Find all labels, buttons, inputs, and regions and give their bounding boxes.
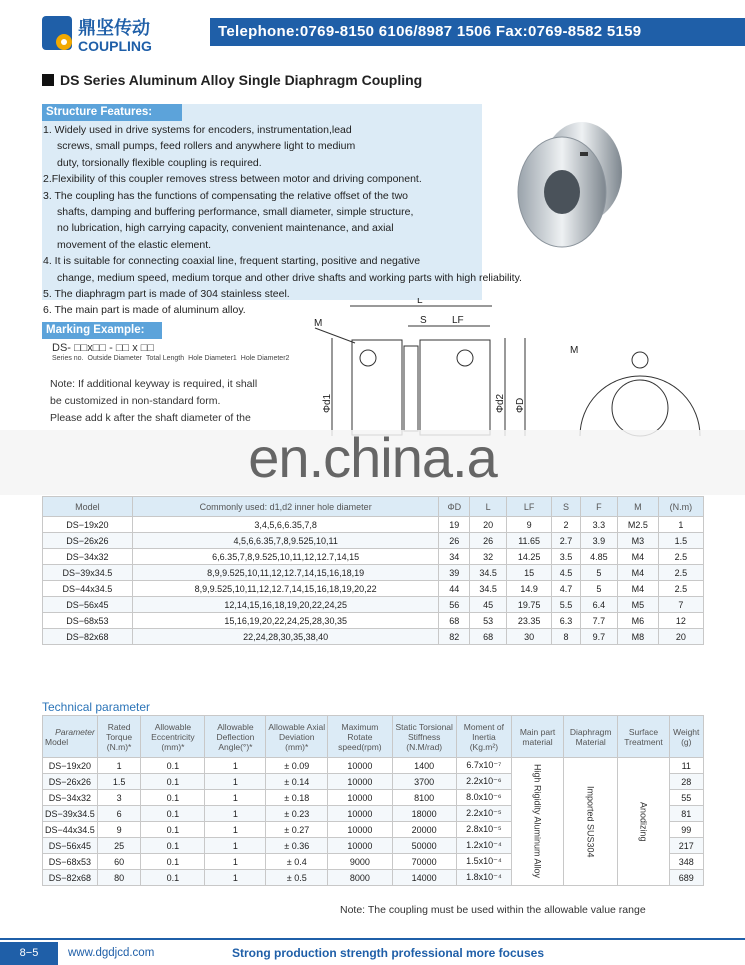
table-header-cell: S: [552, 497, 581, 517]
table-cell: DS−26x26: [43, 533, 133, 549]
table-cell: 6.4: [580, 597, 617, 613]
merged-cell-material: [512, 758, 564, 886]
table-cell: 1: [205, 790, 266, 806]
tech-header-cell: Surface Treatment: [618, 716, 669, 758]
table-cell: M4: [617, 581, 658, 597]
table-row: [43, 629, 704, 645]
table-cell: ± 0.09: [266, 758, 328, 774]
footer-slogan: Strong production strength professional more focuses: [232, 946, 545, 960]
table-header-cell: Model: [43, 497, 133, 517]
website-link[interactable]: www.dgdjcd.com: [68, 947, 155, 959]
table-cell: 0.1: [141, 790, 205, 806]
table-cell: M5: [617, 597, 658, 613]
table-cell: 3,4,5,6,6.35,7,8: [132, 517, 439, 533]
table-cell: M3: [617, 533, 658, 549]
table-cell: 3.5: [552, 549, 581, 565]
page-number: 8−5: [0, 942, 58, 965]
corner-top: Parameter: [55, 726, 95, 737]
note-line: Note: If additional keyway is required, it shall: [50, 378, 258, 390]
page-title: [42, 72, 422, 88]
table-cell: 1: [205, 822, 266, 838]
dim-S-label: S: [420, 315, 427, 326]
dimension-table: [42, 496, 704, 645]
tech-header-cell: Allowable Deflection Angle(°)*: [205, 716, 266, 758]
feature-line-cont: shafts, damping and buffering performance, small diameter, simple structure,: [57, 206, 414, 219]
table-cell: 10000: [328, 822, 393, 838]
note-line: Please add k after the shaft diameter of the: [50, 412, 251, 424]
table-cell: ± 0.4: [266, 854, 328, 870]
table-cell: 15,16,19,20,22,24,25,28,30,35: [132, 613, 439, 629]
table-cell: 9000: [328, 854, 393, 870]
table-cell: DS−56x45: [43, 838, 98, 854]
table-cell: 1: [205, 806, 266, 822]
footer-rule: [0, 938, 745, 940]
table-cell: ± 0.23: [266, 806, 328, 822]
table-cell: 3: [97, 790, 141, 806]
table-cell: M4: [617, 549, 658, 565]
diaphragm-text: Imported SUS304: [585, 785, 596, 858]
table-cell: 4.5: [552, 565, 581, 581]
table-cell: 9: [507, 517, 552, 533]
table-cell: 0.1: [141, 854, 205, 870]
feature-line: 1. Widely used in drive systems for encoders, instrumentation,lead: [43, 124, 352, 136]
table-cell: ± 0.5: [266, 870, 328, 886]
table-cell: 68: [470, 629, 507, 645]
tech-header-cell: Allowable Eccentricity (mm)*: [141, 716, 205, 758]
marking-sublabel: Hole Diameter2: [240, 355, 290, 362]
logo-en: COUPLING: [78, 38, 152, 54]
table-cell: 6.3: [552, 613, 581, 629]
table-cell: 0.1: [141, 870, 205, 886]
table-cell: 25: [97, 838, 141, 854]
table-cell: 2.5: [658, 565, 703, 581]
marking-sublabel: Outside Diameter: [87, 355, 142, 362]
table-cell: M2.5: [617, 517, 658, 533]
table-cell: 6: [97, 806, 141, 822]
material-text: High Rigidity Aluminum Alloy: [532, 764, 543, 879]
table-cell: 1: [205, 758, 266, 774]
dimension-drawing: [300, 298, 720, 438]
table-cell: 10000: [328, 774, 393, 790]
dim-M-label: M: [314, 318, 323, 329]
table-cell: DS−19x20: [43, 517, 133, 533]
marking-sublabel: Total Length: [146, 355, 185, 362]
table-cell: 12: [658, 613, 703, 629]
table-cell: 19.75: [507, 597, 552, 613]
table-cell: 0.1: [141, 838, 205, 854]
table-cell: M4: [617, 565, 658, 581]
table-cell: 22,24,28,30,35,38,40: [132, 629, 439, 645]
marking-section: [42, 322, 162, 339]
merged-cell-surface: [618, 758, 669, 886]
table-cell: 0.1: [141, 822, 205, 838]
table-row: [43, 533, 704, 549]
table-cell: 1: [97, 758, 141, 774]
table-cell: 2.7: [552, 533, 581, 549]
table-cell: DS−44x34.5: [43, 822, 98, 838]
table-cell: 4.7: [552, 581, 581, 597]
table-cell: DS−39x34.5: [43, 806, 98, 822]
table-cell: DS−68x53: [43, 854, 98, 870]
table-cell: 3.9: [580, 533, 617, 549]
table-cell: 8,9,9.525,10,11,12,12.7,14,15,16,18,19: [132, 565, 439, 581]
table-cell: 3.3: [580, 517, 617, 533]
marking-note: [50, 376, 300, 427]
table-cell: 1.8x10⁻⁴: [456, 870, 512, 886]
dim-L-label: L: [417, 298, 423, 306]
table-cell: 6,6.35,7,8,9.525,10,11,12,12.7,14,15: [132, 549, 439, 565]
table-row: [43, 581, 704, 597]
table-cell: 20: [470, 517, 507, 533]
table-cell: 56: [439, 597, 470, 613]
table-cell: 1: [658, 517, 703, 533]
table-cell: 1.5: [97, 774, 141, 790]
table-cell: 8,9,9.525,10,11,12,12.7,14,15,16,18,19,20,22: [132, 581, 439, 597]
table-row: [43, 597, 704, 613]
feature-line-cont: movement of the elastic element.: [57, 238, 212, 251]
table-cell: 8000: [328, 870, 393, 886]
weight-cell: 81: [669, 806, 703, 822]
table-cell: 20000: [392, 822, 456, 838]
table-cell: DS−39x34.5: [43, 565, 133, 581]
table-cell: 10000: [328, 790, 393, 806]
table-cell: 10000: [328, 806, 393, 822]
table-cell: 50000: [392, 838, 456, 854]
table-cell: 9: [97, 822, 141, 838]
table-cell: 34.5: [470, 581, 507, 597]
table-cell: 0.1: [141, 774, 205, 790]
table-header-cell: ΦD: [439, 497, 470, 517]
table-cell: 8100: [392, 790, 456, 806]
marking-sublabel: Hole Diameter1: [188, 355, 237, 362]
table-cell: 1.5x10⁻⁴: [456, 854, 512, 870]
table-cell: 15: [507, 565, 552, 581]
table-row: [43, 549, 704, 565]
table-row: [43, 613, 704, 629]
table-cell: M8: [617, 629, 658, 645]
marking-code-row: [52, 342, 293, 362]
weight-cell: 217: [669, 838, 703, 854]
weight-cell: 348: [669, 854, 703, 870]
table-cell: 34.5: [470, 565, 507, 581]
table-cell: 1: [205, 774, 266, 790]
tech-header-cell: Weight (g): [669, 716, 703, 758]
table-cell: 0.1: [141, 758, 205, 774]
footnote: Note: The coupling must be used within the allowable value range: [340, 904, 646, 916]
table-cell: 1.2x10⁻⁴: [456, 838, 512, 854]
table-cell: 11.65: [507, 533, 552, 549]
table-cell: 14000: [392, 870, 456, 886]
table-cell: 2.2x10⁻⁵: [456, 806, 512, 822]
table-cell: 18000: [392, 806, 456, 822]
table-cell: 5.5: [552, 597, 581, 613]
feature-line-cont: duty, torsionally flexible coupling is required.: [57, 156, 262, 169]
table-cell: 14.25: [507, 549, 552, 565]
tech-param-table-header: [43, 716, 704, 758]
title-square-icon: [42, 74, 54, 86]
dim-D-label: ΦD: [515, 397, 526, 413]
table-row: [43, 517, 704, 533]
table-cell: 19: [439, 517, 470, 533]
coupling-photo: [510, 112, 625, 257]
company-logo: [42, 14, 202, 54]
tech-header-cell: Allowable Axial Deviation (mm)*: [266, 716, 328, 758]
merged-cell-diaphragm: [563, 758, 618, 886]
table-cell: 2: [552, 517, 581, 533]
table-cell: 30: [507, 629, 552, 645]
table-cell: 1: [205, 854, 266, 870]
table-cell: 1400: [392, 758, 456, 774]
table-cell: 70000: [392, 854, 456, 870]
structure-heading: Structure Features:: [42, 104, 182, 121]
table-cell: 5: [580, 581, 617, 597]
table-cell: 5: [580, 565, 617, 581]
tech-header-cell: Moment of Inertia (Kg.m²): [456, 716, 512, 758]
corner-bottom: Model: [45, 736, 69, 747]
table-header-cell: M: [617, 497, 658, 517]
table-row: [43, 758, 704, 774]
weight-cell: 55: [669, 790, 703, 806]
table-cell: DS−82x68: [43, 629, 133, 645]
tech-param-table: [42, 715, 704, 886]
page-title-text: DS Series Aluminum Alloy Single Diaphragm Coupling: [60, 72, 423, 88]
table-cell: 60: [97, 854, 141, 870]
table-header-cell: L: [470, 497, 507, 517]
feature-line-cont: no lubrication, high carrying capacity, convenient maintenance, and axial: [57, 222, 394, 235]
table-cell: 2.8x10⁻⁵: [456, 822, 512, 838]
table-header-cell: Commonly used: d1,d2 inner hole diameter: [132, 497, 439, 517]
table-cell: DS−34x32: [43, 549, 133, 565]
table-cell: 7.7: [580, 613, 617, 629]
table-cell: 7: [658, 597, 703, 613]
feature-line: 2.Flexibility of this coupler removes stress between motor and driving component.: [43, 173, 422, 186]
table-cell: DS−68x53: [43, 613, 133, 629]
table-cell: 1: [205, 838, 266, 854]
table-cell: 82: [439, 629, 470, 645]
table-cell: 20: [658, 629, 703, 645]
table-cell: 10000: [328, 758, 393, 774]
table-cell: 6.7x10⁻⁷: [456, 758, 512, 774]
table-cell: 4.85: [580, 549, 617, 565]
table-cell: DS−26x26: [43, 774, 98, 790]
table-row: [43, 565, 704, 581]
feature-line-cont: change, medium speed, medium torque and other drive shafts and working parts with high reliability.: [57, 271, 522, 284]
weight-cell: 689: [669, 870, 703, 886]
table-cell: ± 0.14: [266, 774, 328, 790]
table-cell: DS−56x45: [43, 597, 133, 613]
table-cell: ± 0.36: [266, 838, 328, 854]
feature-line: 5. The diaphragm part is made of 304 stainless steel.: [43, 288, 290, 301]
table-cell: 26: [439, 533, 470, 549]
table-cell: 23.35: [507, 613, 552, 629]
table-cell: M6: [617, 613, 658, 629]
watermark-text: en.china.a: [248, 426, 497, 489]
table-cell: 12,14,15,16,18,19,20,22,24,25: [132, 597, 439, 613]
table-cell: 10000: [328, 838, 393, 854]
table-cell: 80: [97, 870, 141, 886]
weight-cell: 28: [669, 774, 703, 790]
feature-line: 3. The coupling has the functions of compensating the relative offset of the two: [43, 189, 409, 202]
table-cell: ± 0.18: [266, 790, 328, 806]
dim-d2-label: Φd2: [495, 393, 506, 413]
table-cell: 3700: [392, 774, 456, 790]
table-cell: 2.5: [658, 581, 703, 597]
table-cell: 34: [439, 549, 470, 565]
tech-header-cell: Main part material: [512, 716, 564, 758]
weight-cell: 99: [669, 822, 703, 838]
table-header-cell: F: [580, 497, 617, 517]
dimension-table-header: [43, 497, 704, 517]
table-cell: 26: [470, 533, 507, 549]
table-cell: DS−44x34.5: [43, 581, 133, 597]
table-cell: 68: [439, 613, 470, 629]
marking-sublabels: [52, 355, 293, 362]
table-header-cell: (N.m): [658, 497, 703, 517]
dim-M2-label: M: [570, 345, 579, 356]
marking-code: DS- □□x□□ - □□ x □□: [52, 342, 155, 354]
tech-header-cell: Rated Torque (N.m)*: [97, 716, 141, 758]
marking-heading: Marking Example:: [42, 322, 162, 339]
contact-bar: Telephone:0769-8150 6106/8987 1506 Fax:0769-8582 5159: [210, 18, 745, 46]
table-cell: 9.7: [580, 629, 617, 645]
table-cell: DS−82x68: [43, 870, 98, 886]
table-cell: 4,5,6,6.35,7,8,9.525,10,11: [132, 533, 439, 549]
table-cell: 32: [470, 549, 507, 565]
dim-d1-label: Φd1: [322, 393, 333, 413]
dim-LF-label: LF: [452, 315, 464, 326]
note-line: be customized in non-standard form.: [50, 395, 221, 407]
table-cell: 2.2x10⁻⁶: [456, 774, 512, 790]
table-cell: 2.5: [658, 549, 703, 565]
logo-cn: 鼎坚传动: [78, 18, 150, 39]
table-cell: 14.9: [507, 581, 552, 597]
tech-header-cell: Static Torsional Stiffness (N.M/rad): [392, 716, 456, 758]
tech-header-cell: Maximum Rotate speed(rpm): [328, 716, 393, 758]
table-cell: 8.0x10⁻⁶: [456, 790, 512, 806]
table-cell: DS−34x32: [43, 790, 98, 806]
table-cell: 39: [439, 565, 470, 581]
surface-text: Anodizing: [638, 801, 649, 842]
table-cell: DS−19x20: [43, 758, 98, 774]
weight-cell: 11: [669, 758, 703, 774]
feature-line: 6. The main part is made of aluminum alloy.: [43, 304, 246, 317]
tech-param-heading: Technical parameter: [42, 700, 151, 714]
table-header-cell: LF: [507, 497, 552, 517]
table-cell: 0.1: [141, 806, 205, 822]
table-cell: 1: [205, 870, 266, 886]
table-cell: 53: [470, 613, 507, 629]
corner-cell: [43, 716, 98, 758]
feature-line: 4. It is suitable for connecting coaxial line, frequent starting, positive and negative: [43, 255, 421, 268]
table-cell: ± 0.27: [266, 822, 328, 838]
table-cell: 8: [552, 629, 581, 645]
table-cell: 44: [439, 581, 470, 597]
table-cell: 45: [470, 597, 507, 613]
marking-sublabel: Series no.: [52, 355, 84, 362]
table-cell: 1.5: [658, 533, 703, 549]
tech-header-cell: Diaphragm Material: [563, 716, 618, 758]
feature-line-cont: screws, small pumps, feed rollers and anywhere light to medium: [57, 140, 356, 153]
